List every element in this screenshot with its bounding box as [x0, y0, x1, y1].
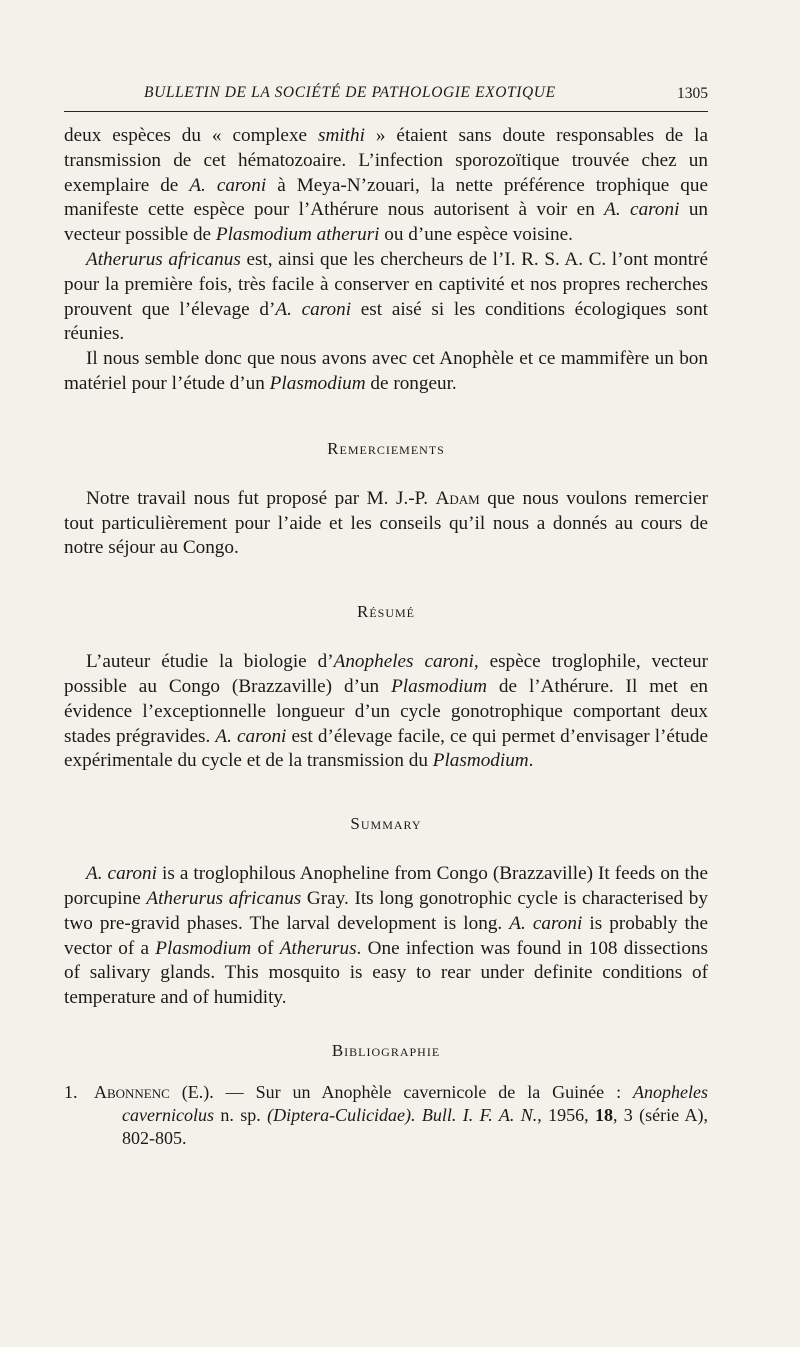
- bibliography-author: Abonnenc: [93, 1081, 170, 1102]
- summary-heading: Summary: [350, 814, 422, 834]
- running-title: BULLETIN DE LA SOCIÉTÉ DE PATHOLOGIE EXOTIQUE: [144, 84, 556, 101]
- paragraph-1: deux espèces du « complexe smithi » étaient sans doute responsables de la transmission de cet hématozoaire. L’infection sporozoïtique trouvée chez un exemplaire de A. caroni à Meya-N’zouari, la nette préférence trophique que manifeste cette espèce pour l’Athérure nous autorisent à voir en A. caroni un vecteur possible de Plasmodium atheruri ou d’une espèce voisine.: [64, 125, 709, 246]
- resume-paragraph: L’auteur étudie la biologie d’Anopheles caroni, espèce troglophile, vecteur possible au Congo (Brazzaville) d’un Plasmodium de l’Athérure. Il met en évidence l’exceptionnelle longueur d’un cycle gonotrophique comportant deux stades prégravides. A. caroni est d’élevage facile, ce qui permet d’envisager l’étude expérimentale du cycle et de la transmission du Plasmodium.: [64, 651, 708, 772]
- summary-paragraph: A. caroni is a troglophilous Anopheline from Congo (Brazzaville) It feeds on the porcupine Atherurus africanus Gray. Its long gonotrophic cycle is characterised by two pre-gravid phases. The larval development is long. A. caroni is probably the vector of a Plasmodium of Atherurus. One infection was found in 108 dissections of salivary glands. This mosquito is easy to rear under definite conditions of temperature and of humidity.: [64, 863, 709, 1009]
- article-body: [64, 124, 708, 1150]
- bibliographie-heading: Bibliographie: [331, 1040, 441, 1060]
- running-header: [64, 84, 708, 110]
- resume-heading: Résumé: [356, 602, 415, 622]
- remerciements-heading: Remerciements: [327, 438, 445, 458]
- bibliography-number: 1.: [64, 1081, 78, 1102]
- paragraph-3: Il nous semble donc que nous avons avec cet Anophèle et ce mammifère un bon matériel pour l’étude d’un Plasmodium de rongeur.: [64, 348, 708, 394]
- remerciements-paragraph: Notre travail nous fut proposé par M. J.-P. Adam que nous voulons remercier tout particulièrement pour l’aide et les conseils qu’il nous a donnés au cours de notre séjour au Congo.: [64, 487, 709, 559]
- paragraph-2: Atherurus africanus est, ainsi que les chercheurs de l’I. R. S. A. C. l’ont montré pour la première fois, très facile à conserver en captivité et nos propres recherches prouvent que l’élevage d’A. caroni est aisé si les conditions écologiques sont réunies.: [64, 248, 709, 345]
- header-rule: [64, 111, 708, 112]
- page-number: 1305: [677, 85, 708, 102]
- bibliography-entry: 1. Abonnenc (E.). — Sur un Anophèle cavernicole de la Guinée : Anopheles cavernicolus n. sp. (Diptera-Culicidae). Bull. I. F. A. N., 1956, 18, 3 (série A), 802-805.: [64, 1081, 709, 1148]
